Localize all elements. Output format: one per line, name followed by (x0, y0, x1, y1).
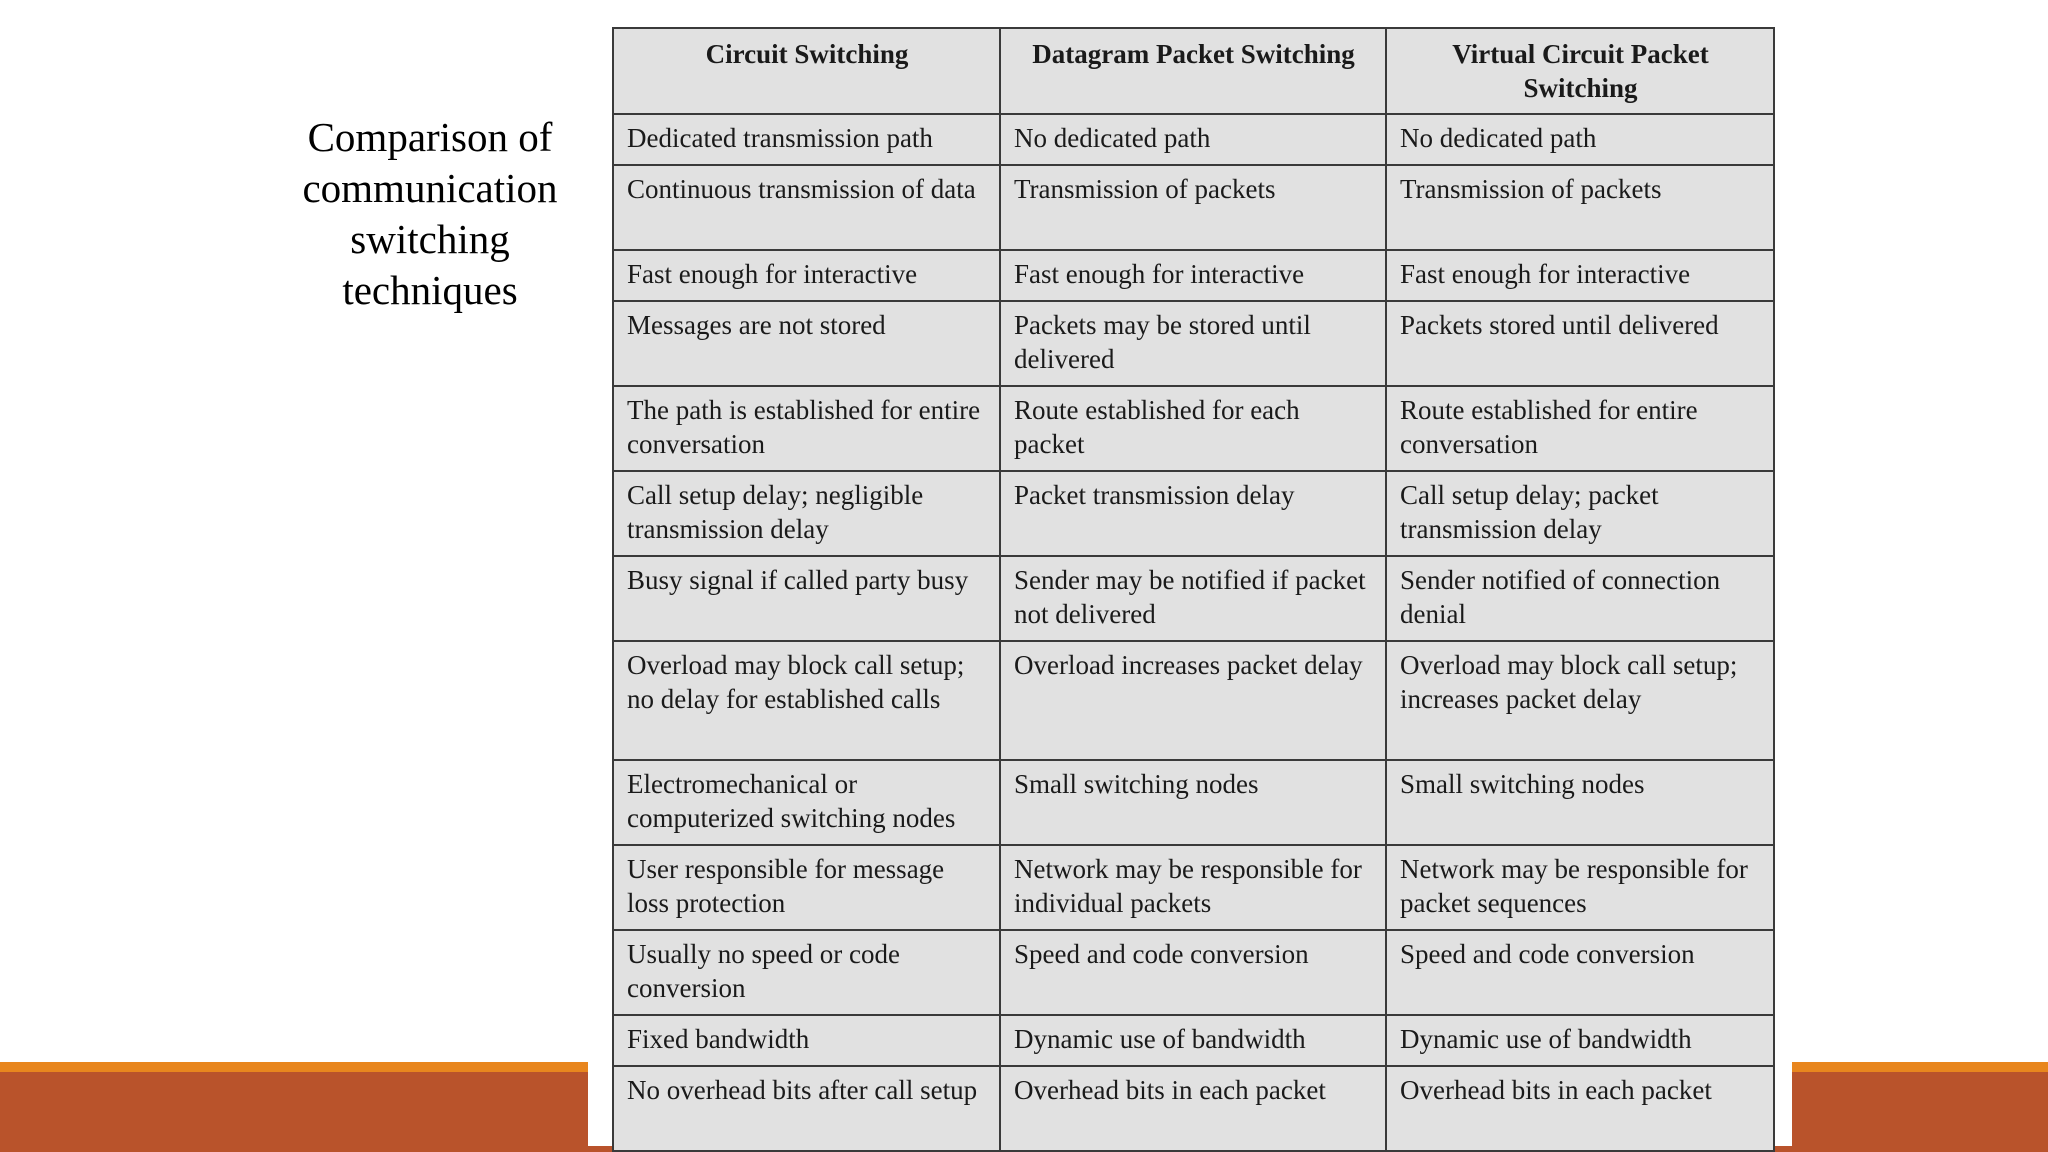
table-cell: Packets stored until delivered (1386, 301, 1774, 386)
table-row (613, 641, 1774, 760)
table-cell: Usually no speed or code conversion (613, 930, 1000, 1015)
table-cell: Network may be responsible for packet sequences (1386, 845, 1774, 930)
table-cell: Transmission of packets (1000, 165, 1386, 250)
table-cell: No dedicated path (1386, 114, 1774, 165)
table-cell: The path is established for entire conversation (613, 386, 1000, 471)
table-cell: Fast enough for interactive (1386, 250, 1774, 301)
table-cell: Call setup delay; negligible transmission delay (613, 471, 1000, 556)
table-cell: Sender notified of connection denial (1386, 556, 1774, 641)
table-cell: Dynamic use of bandwidth (1386, 1015, 1774, 1066)
table-cell: Overload may block call setup; increases packet delay (1386, 641, 1774, 760)
table-header-row (613, 28, 1774, 114)
table-cell: Network may be responsible for individual packets (1000, 845, 1386, 930)
table-cell: Dedicated transmission path (613, 114, 1000, 165)
column-header-virtual-circuit-packet-switching: Virtual Circuit Packet Switching (1386, 28, 1774, 114)
table-cell: Dynamic use of bandwidth (1000, 1015, 1386, 1066)
table-cell: Route established for each packet (1000, 386, 1386, 471)
column-header-circuit-switching: Circuit Switching (613, 28, 1000, 114)
table-cell: Small switching nodes (1386, 760, 1774, 845)
table-cell: Electromechanical or computerized switching nodes (613, 760, 1000, 845)
table-row (613, 1015, 1774, 1066)
slide-title: Comparison of communication switching techniques (302, 114, 558, 313)
table-cell: Overload may block call setup; no delay for established calls (613, 641, 1000, 760)
column-header-datagram-packet-switching: Datagram Packet Switching (1000, 28, 1386, 114)
table-row (613, 845, 1774, 930)
table-cell: No dedicated path (1000, 114, 1386, 165)
table-row (613, 386, 1774, 471)
table-row (613, 250, 1774, 301)
table-row (613, 471, 1774, 556)
table-row (613, 760, 1774, 845)
table-cell: Packet transmission delay (1000, 471, 1386, 556)
table-cell: Small switching nodes (1000, 760, 1386, 845)
table-cell: Route established for entire conversation (1386, 386, 1774, 471)
table-cell: Overload increases packet delay (1000, 641, 1386, 760)
table-row (613, 114, 1774, 165)
table-cell: Busy signal if called party busy (613, 556, 1000, 641)
table-cell: Messages are not stored (613, 301, 1000, 386)
table-row (613, 930, 1774, 1015)
table-cell: Fixed bandwidth (613, 1015, 1000, 1066)
table-row (613, 165, 1774, 250)
table-cell: Fast enough for interactive (1000, 250, 1386, 301)
table-row (613, 301, 1774, 386)
table-cell: Overhead bits in each packet (1000, 1066, 1386, 1151)
table-cell: Speed and code conversion (1386, 930, 1774, 1015)
comparison-table (612, 27, 1775, 1152)
table-cell: Transmission of packets (1386, 165, 1774, 250)
table-cell: Packets may be stored until delivered (1000, 301, 1386, 386)
table-row (613, 556, 1774, 641)
table-cell: Overhead bits in each packet (1386, 1066, 1774, 1151)
table-row (613, 1066, 1774, 1151)
table-cell: No overhead bits after call setup (613, 1066, 1000, 1151)
table-cell: Fast enough for interactive (613, 250, 1000, 301)
table-cell: Call setup delay; packet transmission delay (1386, 471, 1774, 556)
table-cell: Speed and code conversion (1000, 930, 1386, 1015)
table-cell: Sender may be notified if packet not delivered (1000, 556, 1386, 641)
table-cell: User responsible for message loss protection (613, 845, 1000, 930)
table-cell: Continuous transmission of data (613, 165, 1000, 250)
